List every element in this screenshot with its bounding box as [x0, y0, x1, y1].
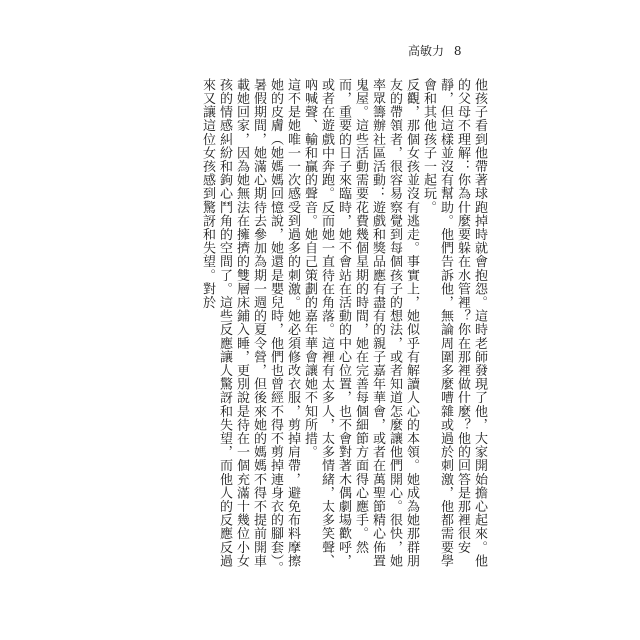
- running-header: [408, 42, 488, 59]
- paragraph-2: 反觀，那個女孩並沒有逃走。事實上，她似乎有解讀人心的本領。她成為她那群朋友的帶領者，很容易察覺到每個孩子的想法，或者知道怎麼讓他們開心。很快，她率眾籌辦社區活動：遊戲和獎品應有盡有的親子嘉年華會，或者在萬聖節精心佈置鬼屋。這些活動需要花費幾個星期的時間，她在完善每個細節方面得心應手。然而，重要的日子來臨時，她不會站在活動的中心位置，也不會對著木偶劇場歡呼，或者在遊戲中奔跑。反而她一直待在角落。這裡有太多人，太多情緒，太多笑聲、吶喊聲、輸和贏的聲音。她自己策劃的嘉年華會讓她不知所措。: [302, 78, 419, 568]
- book-title: 高敏力: [408, 44, 445, 58]
- paragraph-3: 這不是她唯一一次感受到過多的刺激。她必須修改衣服，剪掉肩帶，避免布料摩擦她的皮膚（她媽媽回憶說，她還是嬰兒時，他們也曾經不得不剪掉連身衣的腳套）。暑假期間，她滿心期待去參加為期一週的夏令營，但後來她的媽媽不得不提前開車載她回家，因為她無法在擁擠的雙層床鋪入睡，更別說是待在一個充滿十幾位小女孩的情感糾紛和鉤心鬥角的空間了。這些反應讓人驚訝和失望，而他人的反應反過來又讓這位女孩感到驚訝和失望。對於: [200, 78, 300, 575]
- page-number: 8: [453, 44, 462, 58]
- paragraph-1: 他孩子看到他帶著球跑掉時就會抱怨。這時老師發現了他，大家開始擔心起來。他的父母不理解：你為什麼要躲在水管裡？你在那裡做什麼？他的回答是那裡很安靜，但這樣並沒有幫助。他們告訴他，無論周圍多麼嘈雜或過於刺激，他都需要學會和其他孩子一起玩。: [421, 78, 487, 568]
- body-text: [148, 78, 488, 578]
